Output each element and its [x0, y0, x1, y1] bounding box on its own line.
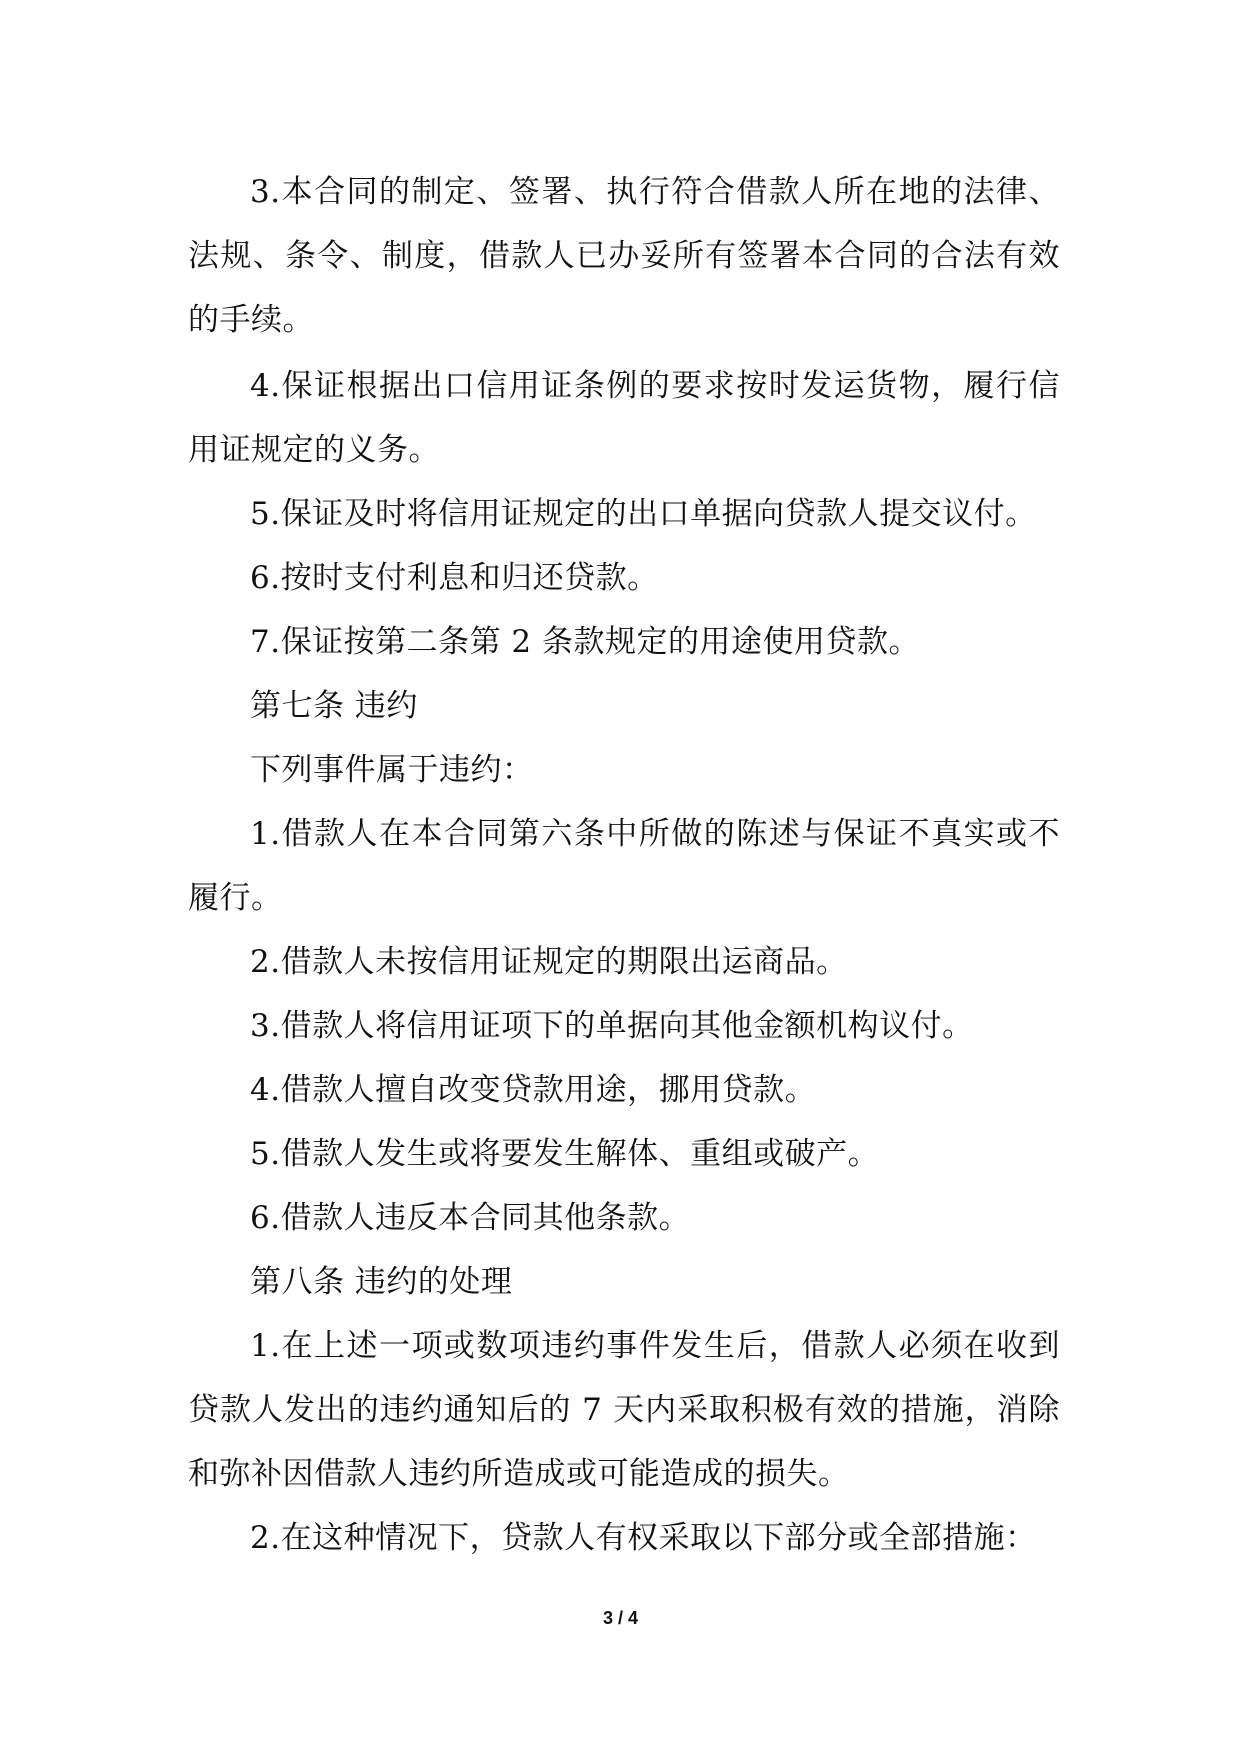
section-heading-article-8: 第八条 违约的处理 [250, 1264, 513, 1300]
paragraph-clause-6-6: 6.按时支付利息和归还贷款。 [250, 560, 659, 596]
paragraph-clause-6-4: 4.保证根据出口信用证条例的要求按时发运货物，履行信用证规定的义务。 [188, 368, 1060, 468]
paragraph-default-1: 1.借款人在本合同第六条中所做的陈述与保证不真实或不履行。 [188, 816, 1060, 916]
paragraph-clause-6-3: 3.本合同的制定、签署、执行符合借款人所在地的法律、法规、条令、制度，借款人已办妥所有签署本合同的合法有效的手续。 [188, 174, 1060, 338]
paragraph-default-4: 4.借款人擅自改变贷款用途，挪用贷款。 [250, 1072, 817, 1108]
paragraph-clause-6-5: 5.保证及时将信用证规定的出口单据向贷款人提交议付。 [250, 496, 1037, 532]
page-number: 3 / 4 [602, 1608, 639, 1628]
paragraph-default-6: 6.借款人违反本合同其他条款。 [250, 1200, 691, 1236]
paragraph-default-3: 3.借款人将信用证项下的单据向其他金额机构议付。 [250, 1008, 974, 1044]
document-body [188, 160, 1060, 1570]
paragraph-default-2: 2.借款人未按信用证规定的期限出运商品。 [250, 944, 848, 980]
section-heading-article-7: 第七条 违约 [250, 688, 418, 724]
paragraph-clause-6-7: 7.保证按第二条第 2 条款规定的用途使用贷款。 [250, 624, 921, 660]
paragraph-default-5: 5.借款人发生或将要发生解体、重组或破产。 [250, 1136, 880, 1172]
paragraph-default-events-intro: 下列事件属于违约： [250, 752, 534, 788]
paragraph-remedy-1: 1.在上述一项或数项违约事件发生后，借款人必须在收到贷款人发出的违约通知后的 7 天内采取积极有效的措施，消除和弥补因借款人违约所造成或可能造成的损失。 [188, 1328, 1060, 1492]
paragraph-remedy-2: 2.在这种情况下，贷款人有权采取以下部分或全部措施： [250, 1520, 1037, 1556]
